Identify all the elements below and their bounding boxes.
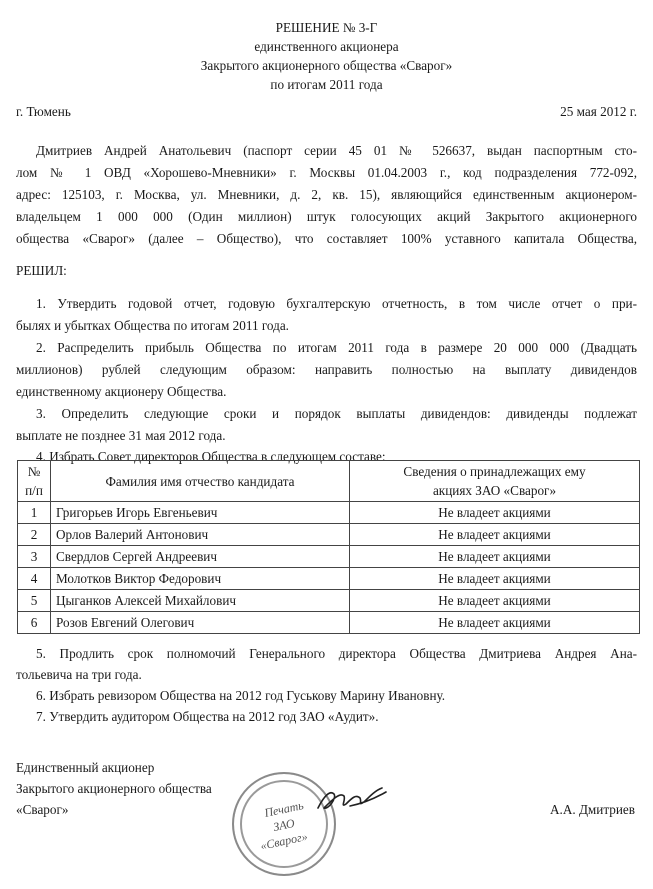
candidate-name: Цыганков Алексей Михайлович <box>51 590 350 612</box>
signatory-name: А.А. Дмитриев <box>550 802 635 817</box>
title-subline-2: Закрытого акционерного общества «Сварог» <box>200 58 453 73</box>
table-row <box>18 524 640 546</box>
row-number: 2 <box>18 524 51 546</box>
item-5-line: 5. Продлить срок полномочий Генерального директора Общества Дмитриева Андрея Ана- <box>36 646 637 661</box>
shares-info: Не владеет акциями <box>350 546 640 568</box>
table-row <box>18 502 640 524</box>
signature-title-line: Закрытого акционерного общества <box>16 781 212 796</box>
item-3-line: 3. Определить следующие сроки и порядок выплаты дивидендов: дивиденды подлежат <box>36 406 637 421</box>
table-row <box>18 546 640 568</box>
table-row <box>18 612 640 634</box>
place-city: г. Тюмень <box>16 104 71 119</box>
column-header-number-line: п/п <box>25 483 43 498</box>
intro-line: Дмитриев Андрей Анатольевич (паспорт серии 45 01 № 526637, выдан паспортным сто- <box>36 143 637 158</box>
stamp-text: «Сварог» <box>259 829 309 853</box>
candidate-name: Григорьев Игорь Евгеньевич <box>51 502 350 524</box>
item-2-line: миллионов) рублей следующим образом: направить полностью на выплату дивидендов <box>16 362 637 377</box>
row-number: 1 <box>18 502 51 524</box>
item-4-line: 4. Избрать Совет директоров Общества в следующем составе: <box>36 449 386 464</box>
intro-line: общества «Сварог» (далее – Общество), что составляет 100% уставного капитала Общества, <box>16 231 637 246</box>
item-7-line: 7. Утвердить аудитором Общества на 2012 год ЗАО «Аудит». <box>36 709 379 724</box>
item-1-line: 1. Утвердить годовой отчет, годовую бухгалтерскую отчетность, в том числе отчет о при- <box>36 296 637 311</box>
document-title: РЕШЕНИЕ № 3-Г <box>275 20 378 35</box>
shares-info: Не владеет акциями <box>350 612 640 634</box>
column-header-name: Фамилия имя отчество кандидата <box>51 461 350 502</box>
item-3-line: выплате не позднее 31 мая 2012 года. <box>16 428 226 443</box>
item-2-line: единственному акционеру Общества. <box>16 384 227 399</box>
candidate-name: Свердлов Сергей Андреевич <box>51 546 350 568</box>
item-1-line: былях и убытках Общества по итогам 2011 года. <box>16 318 289 333</box>
candidate-name: Молотков Виктор Федорович <box>51 568 350 590</box>
row-number: 6 <box>18 612 51 634</box>
title-subline-3: по итогам 2011 года <box>270 77 383 92</box>
intro-line: лом № 1 ОВД «Хорошево-Мневники» г. Москвы 01.04.2003 г., код подразделения 772-092, <box>16 165 637 180</box>
table-row <box>18 568 640 590</box>
title-subline-1: единственного акционера <box>254 39 399 54</box>
column-header-number <box>18 461 51 502</box>
row-number: 4 <box>18 568 51 590</box>
table-header-row <box>18 461 640 502</box>
board-of-directors-table <box>17 460 640 634</box>
intro-line: адрес: 125103, г. Москва, ул. Мневники, д. 2, кв. 15), являющийся единственным акционером- <box>16 187 637 202</box>
shares-info: Не владеет акциями <box>350 524 640 546</box>
table-row <box>18 590 640 612</box>
item-5-line: тольевича на три года. <box>16 667 142 682</box>
item-6-line: 6. Избрать ревизором Общества на 2012 год Гуськову Марину Ивановну. <box>36 688 446 703</box>
candidate-name: Орлов Валерий Антонович <box>51 524 350 546</box>
column-header-shares-line: акциях ЗАО «Сварог» <box>432 483 557 498</box>
row-number: 5 <box>18 590 51 612</box>
resolved-heading: РЕШИЛ: <box>16 263 67 278</box>
shares-info: Не владеет акциями <box>350 568 640 590</box>
column-header-shares-line: Сведения о принадлежащих ему <box>403 464 586 479</box>
document-date: 25 мая 2012 г. <box>560 104 637 119</box>
item-2-line: 2. Распределить прибыль Общества по итогам 2011 года в размере 20 000 000 (Двадцать <box>36 340 637 355</box>
intro-line: владельцем 1 000 000 (Один миллион) штук голосующих акций Закрытого акционерного <box>16 209 637 224</box>
candidate-name: Розов Евгений Олегович <box>51 612 350 634</box>
shares-info: Не владеет акциями <box>350 590 640 612</box>
column-header-shares <box>350 461 640 502</box>
row-number: 3 <box>18 546 51 568</box>
stamp-text: Печать <box>263 798 305 820</box>
column-header-number-line: № <box>27 464 41 479</box>
signature-title-line: Единственный акционер <box>16 760 155 775</box>
shares-info: Не владеет акциями <box>350 502 640 524</box>
handwritten-signature <box>310 778 390 818</box>
signature-title-line: «Сварог» <box>16 802 69 817</box>
stamp-text: ЗАО <box>271 815 296 835</box>
